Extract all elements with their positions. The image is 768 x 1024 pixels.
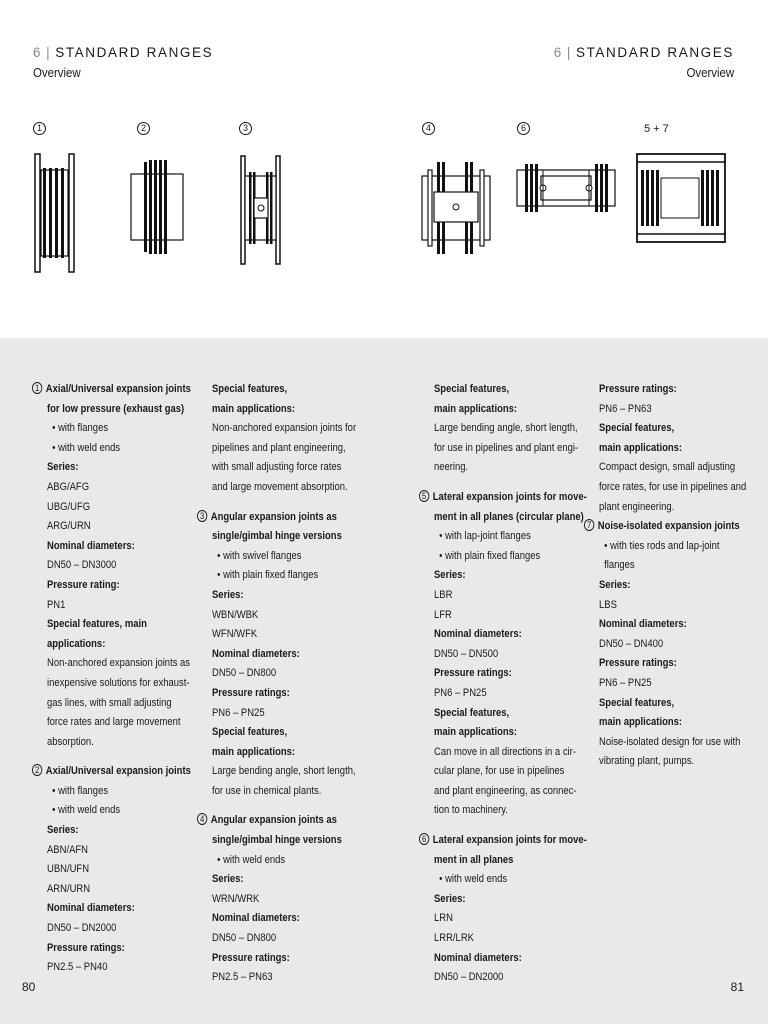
field-value: PN2.5 – PN40 <box>47 961 108 974</box>
field-value: pipelines and plant engineering, <box>212 441 346 454</box>
field-value: DN50 – DN800 <box>212 667 277 680</box>
axial-expansion-joint-low-pressure-drawing <box>33 140 77 275</box>
field-value: PN6 – PN25 <box>212 706 265 719</box>
bullet-item: • with flanges <box>52 422 109 435</box>
angular-expansion-joint-drawing <box>239 140 283 275</box>
field-value: WFN/WFK <box>212 628 258 641</box>
product-heading <box>32 762 191 782</box>
separator: | <box>566 45 572 60</box>
field-label: single/gimbal hinge versions <box>212 530 342 543</box>
spacer <box>434 821 614 831</box>
column-1 <box>34 380 217 978</box>
field-value: for use in chemical plants. <box>212 784 322 797</box>
field-value: UBN/UFN <box>47 863 90 876</box>
field-label: Pressure ratings: <box>212 686 290 699</box>
circled-number: 6 <box>517 122 530 135</box>
section-title <box>554 44 734 62</box>
field-label: Series: <box>47 461 79 474</box>
field-value: PN6 – PN25 <box>599 676 652 689</box>
spacer <box>212 801 380 811</box>
heading-text: Angular expansion joints as <box>210 814 337 827</box>
circled-number: 6 <box>419 833 429 845</box>
field-value: DN50 – DN2000 <box>434 971 504 984</box>
field-value: ABN/AFN <box>47 843 89 856</box>
field-label: ment in all planes <box>434 853 514 866</box>
field-label: Nominal diameters: <box>47 539 135 552</box>
field-value: DN50 – DN3000 <box>47 559 117 572</box>
spacer <box>47 752 217 762</box>
field-label: Nominal diameters: <box>212 912 300 925</box>
field-value: DN50 – DN400 <box>599 637 664 650</box>
circled-number: 1 <box>33 122 46 135</box>
field-label: main applications: <box>434 402 518 415</box>
field-label: single/gimbal hinge versions <box>212 834 342 847</box>
field-value: DN50 – DN500 <box>434 647 499 660</box>
bullet-item: flanges <box>604 559 635 572</box>
spacer <box>434 478 614 488</box>
field-value: vibrating plant, pumps. <box>599 755 695 768</box>
field-label: Special features, main <box>47 618 147 631</box>
field-value: ABG/AFG <box>47 480 90 493</box>
bullet-item: • with ties rods and lap-joint <box>604 539 720 552</box>
field-value: gas lines, with small adjusting <box>47 696 172 709</box>
field-value: LFR <box>434 608 452 621</box>
field-value: LBR <box>434 588 453 601</box>
figure-label-2 <box>137 121 154 137</box>
circled-number: 4 <box>422 122 435 135</box>
angular-expansion-joint-weld-ends-drawing <box>420 140 492 275</box>
field-value: PN2.5 – PN63 <box>212 971 273 984</box>
figure-label-5-7: 5 + 7 <box>644 123 669 135</box>
field-label: Pressure ratings: <box>212 951 290 964</box>
product-heading <box>584 517 744 537</box>
field-value: DN50 – DN2000 <box>47 922 117 935</box>
section-number: 6 <box>33 45 43 60</box>
field-label: applications: <box>47 637 106 650</box>
column-2 <box>199 380 380 988</box>
field-value: ARG/URN <box>47 520 91 533</box>
field-label: Nominal diameters: <box>434 628 522 641</box>
circled-number: 3 <box>197 510 207 522</box>
bullet-item: • with weld ends <box>439 873 508 886</box>
product-heading <box>197 811 354 831</box>
field-value: tion to machinery. <box>434 804 508 817</box>
circled-number: 2 <box>137 122 150 135</box>
figure-label-1 <box>33 121 50 137</box>
field-label: Series: <box>434 569 466 582</box>
field-value: Non-anchored expansion joints for <box>212 422 357 435</box>
product-heading <box>419 488 587 508</box>
field-label: Special features, <box>599 422 675 435</box>
bullet-item: • with weld ends <box>52 441 121 454</box>
field-value: WRN/WRK <box>212 892 260 905</box>
field-value: PN1 <box>47 598 66 611</box>
field-value: Noise-isolated design for use with <box>599 735 741 748</box>
field-label: Series: <box>47 824 79 837</box>
field-value: ARN/URN <box>47 882 91 895</box>
field-value: Non-anchored expansion joints as <box>47 657 191 670</box>
field-label: Special features, <box>434 383 510 395</box>
field-label: Pressure ratings: <box>599 383 677 395</box>
heading-text: Lateral expansion joints for move- <box>432 490 587 503</box>
heading-text: Lateral expansion joints for move- <box>432 834 587 847</box>
section-subtitle: Overview <box>33 65 81 80</box>
circled-number: 2 <box>32 764 42 776</box>
bullet-item: • with plain fixed flanges <box>439 549 541 562</box>
field-value: Compact design, small adjusting <box>599 461 736 474</box>
field-label: main applications: <box>212 745 296 758</box>
field-value: neering. <box>434 461 469 474</box>
circled-number: 5 <box>419 490 429 502</box>
field-value: LRN <box>434 912 453 925</box>
bullet-item: • with swivel flanges <box>217 549 302 562</box>
heading-text: Axial/Universal expansion joints <box>45 383 191 395</box>
bullet-item: • with flanges <box>52 784 109 797</box>
field-label: main applications: <box>434 726 518 739</box>
field-value: PN6 – PN63 <box>599 402 652 415</box>
spacer <box>212 498 380 508</box>
column-4 <box>586 380 768 772</box>
bullet-item: • with plain fixed flanges <box>217 569 319 582</box>
circled-number: 4 <box>197 813 207 825</box>
field-value: PN6 – PN25 <box>434 686 487 699</box>
field-value: for use in pipelines and plant engi- <box>434 441 579 454</box>
figure-label-4 <box>422 121 439 137</box>
field-label: Pressure rating: <box>47 578 120 591</box>
heading-text: Noise-isolated expansion joints <box>597 520 740 533</box>
bullet-item: • with weld ends <box>52 804 121 817</box>
heading-text: Axial/Universal expansion joints <box>45 765 191 778</box>
field-label: main applications: <box>212 402 296 415</box>
field-value: force rates, for use in pipelines and <box>599 480 747 493</box>
field-label: Nominal diameters: <box>434 951 522 964</box>
axial-expansion-joint-drawing <box>129 140 185 275</box>
bullet-item: • with lap-joint flanges <box>439 530 531 543</box>
field-value: LRR/LRK <box>434 932 474 945</box>
figure-label-3 <box>239 121 256 137</box>
field-label: Series: <box>212 588 244 601</box>
figure-label-6 <box>517 121 534 137</box>
section-title <box>33 44 213 62</box>
field-label: Nominal diameters: <box>47 902 135 915</box>
field-label: main applications: <box>599 441 683 454</box>
product-heading <box>419 831 587 851</box>
field-label: Special features, <box>212 383 288 395</box>
section-name: STANDARD RANGES <box>55 45 214 60</box>
circled-number: 1 <box>32 382 42 394</box>
field-label: Pressure ratings: <box>434 667 512 680</box>
field-value: Can move in all directions in a cir- <box>434 745 576 758</box>
page-number-right: 81 <box>730 980 744 994</box>
field-label: Special features, <box>212 726 288 739</box>
field-value: force rates and large movement <box>47 716 181 729</box>
field-value: plant engineering. <box>599 500 675 513</box>
field-value: cular plane, for use in pipelines <box>434 765 565 778</box>
circled-number: 7 <box>584 519 594 531</box>
column-3 <box>421 380 614 988</box>
field-value: inexpensive solutions for exhaust- <box>47 676 190 689</box>
heading-text: Angular expansion joints as <box>210 510 337 523</box>
header-left <box>33 44 213 82</box>
section-number: 6 <box>553 45 563 60</box>
bullet-item: • with weld ends <box>217 853 286 866</box>
separator: | <box>46 45 52 60</box>
field-value: with small adjusting force rates <box>212 461 342 474</box>
header-right <box>554 44 734 82</box>
field-label: Nominal diameters: <box>212 647 300 660</box>
field-value: DN50 – DN800 <box>212 932 277 945</box>
noise-isolated-expansion-joint-drawing <box>635 140 727 250</box>
section-name: STANDARD RANGES <box>575 45 734 60</box>
field-label: Pressure ratings: <box>47 941 125 954</box>
field-label: Series: <box>434 892 466 905</box>
product-heading <box>32 380 191 400</box>
field-label: Nominal diameters: <box>599 618 687 631</box>
field-label: ment in all planes (circular plane) <box>434 510 584 523</box>
page-number-left: 80 <box>22 980 36 994</box>
field-value: UBG/UFG <box>47 500 91 513</box>
field-value: WBN/WBK <box>212 608 259 621</box>
field-label: Series: <box>212 873 244 886</box>
field-label: Special features, <box>434 706 510 719</box>
field-label: for low pressure (exhaust gas) <box>47 402 185 415</box>
field-label: main applications: <box>599 716 683 729</box>
product-heading <box>197 508 354 528</box>
field-label: Series: <box>599 578 631 591</box>
section-subtitle: Overview <box>686 65 734 80</box>
field-value: Large bending angle, short length, <box>434 422 578 435</box>
field-label: Special features, <box>599 696 675 709</box>
field-label: Pressure ratings: <box>599 657 677 670</box>
lateral-expansion-joint-drawing <box>515 140 617 240</box>
field-value: absorption. <box>47 735 94 748</box>
field-value: LBS <box>599 598 617 611</box>
field-value: Large bending angle, short length, <box>212 765 356 778</box>
field-value: and plant engineering, as connec- <box>434 784 577 797</box>
circled-number: 3 <box>239 122 252 135</box>
field-value: and large movement absorption. <box>212 480 348 493</box>
